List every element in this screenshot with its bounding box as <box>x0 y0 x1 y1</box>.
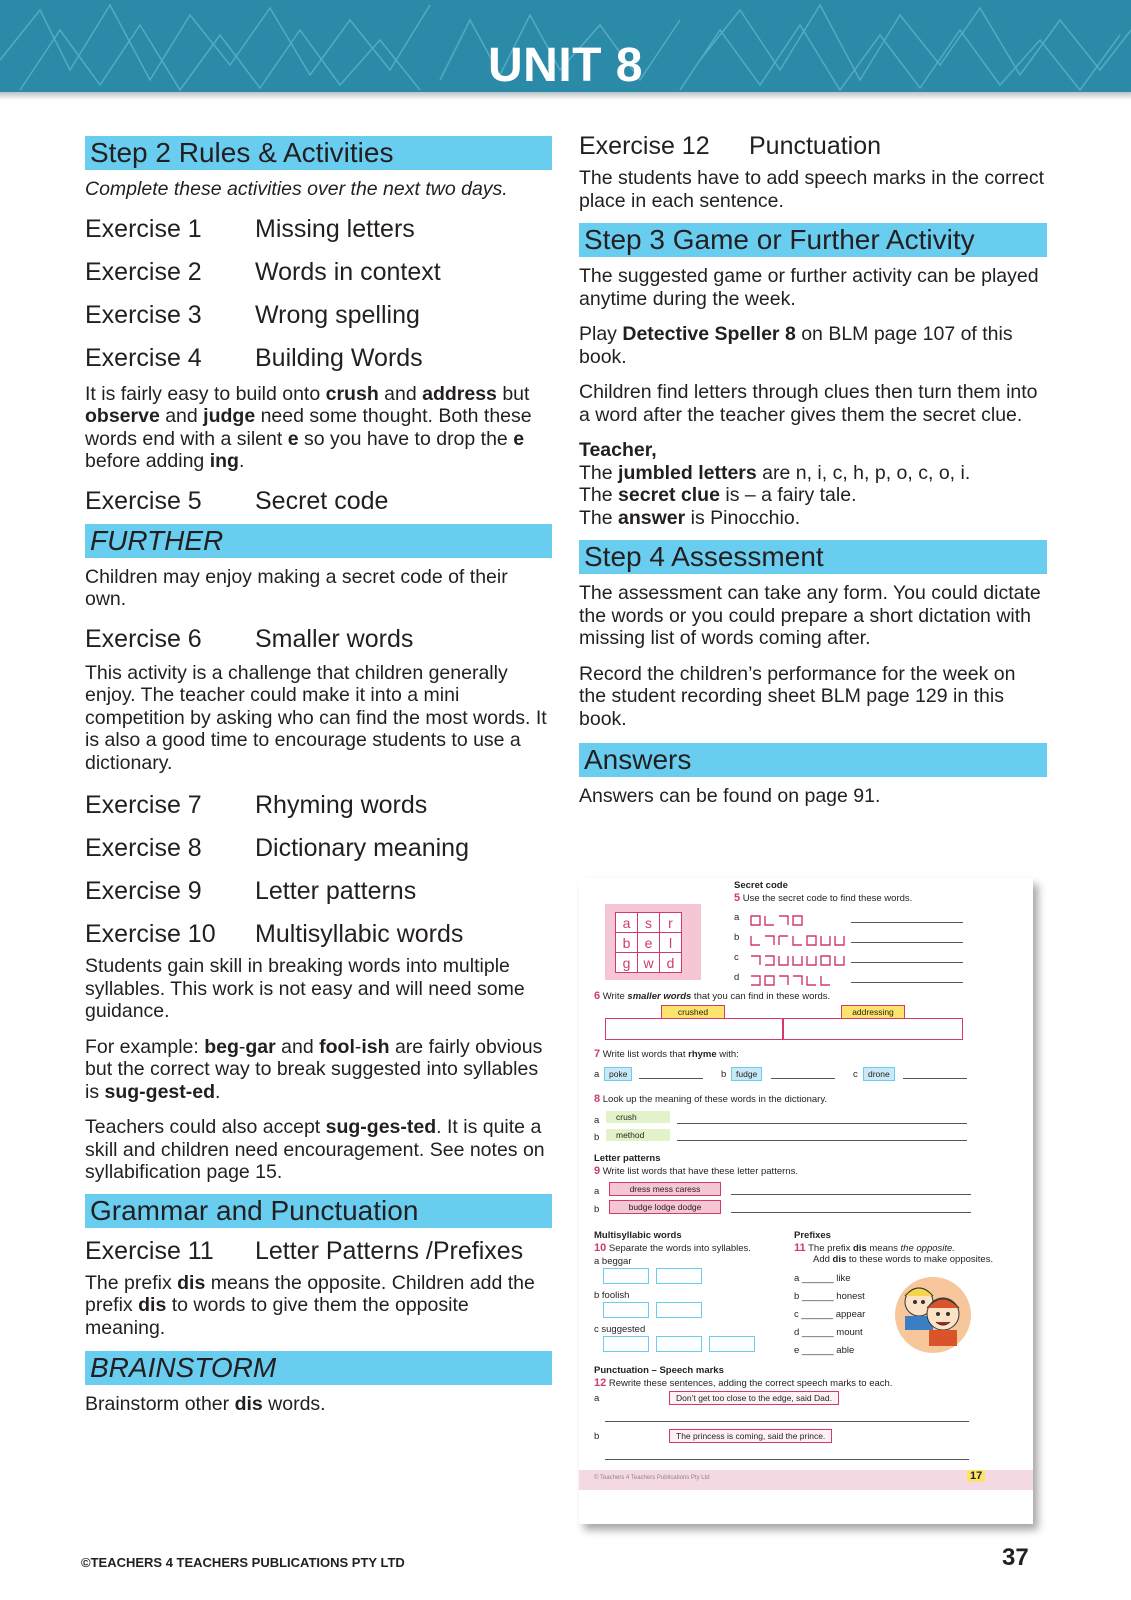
exercise-4 <box>85 343 552 373</box>
exercise-title: Wrong spelling <box>255 300 420 329</box>
exercise-9 <box>85 876 552 906</box>
word-label: dress mess caress <box>609 1182 721 1196</box>
answer-box <box>783 1018 963 1040</box>
exercise-title: Letter Patterns /Prefixes <box>255 1236 524 1265</box>
secret-code-symbols <box>749 912 869 992</box>
prefix-item: d ______ mount <box>794 1327 863 1338</box>
exercise-7 <box>85 790 552 820</box>
prefix-item: c ______ appear <box>794 1309 866 1320</box>
exercise-10-text-1: Students gain skill in breaking words into multiple syllables. This work is not easy and will need some guidance. <box>85 955 525 1022</box>
exercise-title: Dictionary meaning <box>255 834 469 862</box>
exercise-number: Exercise 4 <box>85 343 202 372</box>
question-8: 8 Look up the meaning of these words in the dictionary. <box>594 1093 828 1105</box>
step3-text-1: The suggested game or further activity can be played anytime during the week. <box>579 265 1039 310</box>
item-letter: a <box>594 1393 600 1404</box>
thumbnail-page-number: 17 <box>967 1470 985 1482</box>
brainstorm-heading: BRAINSTORM <box>85 1351 552 1385</box>
word-label: drone <box>863 1067 895 1081</box>
exercise-3 <box>85 300 552 330</box>
syllable-box <box>603 1268 649 1284</box>
exercise-number: Exercise 2 <box>85 257 202 286</box>
prefix-item: a ______ like <box>794 1273 851 1284</box>
question-6: 6 Write smaller words that you can find in these words. <box>594 990 831 1002</box>
code-row-c: c <box>734 952 739 963</box>
exercise-11 <box>85 1236 552 1266</box>
step2-heading: Step 2 Rules & Activities <box>85 136 552 170</box>
word-label: method <box>606 1129 670 1141</box>
item-letter: a <box>594 1186 600 1197</box>
syllable-box <box>656 1336 702 1352</box>
left-column <box>85 136 552 1429</box>
further-text: Children may enjoy making a secret code of their own. <box>85 565 508 610</box>
exercise-1 <box>85 214 552 244</box>
answer-line <box>677 1123 967 1124</box>
exercise-12 <box>579 131 1047 161</box>
grammar-heading: Grammar and Punctuation <box>85 1194 552 1228</box>
syllable-word: a beggar <box>594 1256 632 1267</box>
code-row-d: d <box>734 972 740 983</box>
exercise-number: Exercise 9 <box>85 877 202 905</box>
page-number: 37 <box>1002 1544 1029 1571</box>
code-row-a: a <box>734 912 740 923</box>
step3-heading: Step 3 Game or Further Activity <box>579 223 1047 257</box>
exercise-number: Exercise 3 <box>85 300 202 329</box>
exercise-8 <box>85 833 552 863</box>
word-label: poke <box>604 1067 632 1081</box>
answer-line <box>851 922 963 923</box>
answer-line <box>639 1078 703 1079</box>
answer-line <box>903 1078 967 1079</box>
unit-title: UNIT 8 <box>487 39 643 92</box>
question-12: 12 Rewrite these sentences, adding the correct speech marks to each. <box>594 1377 893 1389</box>
letter-patterns-heading: Letter patterns <box>594 1153 661 1164</box>
exercise-title: Rhyming words <box>255 791 428 819</box>
item-letter: b <box>594 1132 600 1143</box>
exercise-number: Exercise 11 <box>85 1236 214 1265</box>
exercise-10-text-2: For example: beg-gar and fool-ish are fairly obvious but the correct way to break suggested into syllables is sug-gest-ed. <box>85 1035 543 1103</box>
exercise-title: Building Words <box>255 343 423 372</box>
exercise-number: Exercise 8 <box>85 834 202 862</box>
sentence-label: The princess is coming, said the prince. <box>669 1429 832 1443</box>
further-heading: FURTHER <box>85 524 552 558</box>
sentence-label: Don’t get too close to the edge, said Dad. <box>669 1391 839 1405</box>
item-letter: b <box>594 1431 600 1442</box>
exercise-number: Exercise 1 <box>85 214 202 243</box>
question-11: 11 The prefix dis means the opposite. <box>794 1242 955 1254</box>
item-letter: a <box>594 1069 600 1080</box>
question-10: 10 Separate the words into syllables. <box>594 1242 751 1254</box>
answers-heading: Answers <box>579 743 1047 777</box>
punctuation-heading: Punctuation – Speech marks <box>594 1365 724 1376</box>
exercise-number: Exercise 6 <box>85 624 202 653</box>
prefix-item: b ______ honest <box>794 1291 865 1302</box>
exercise-number: Exercise 10 <box>85 920 216 948</box>
exercise-title: Letter patterns <box>255 877 417 905</box>
footer-copyright: ©TEACHERS 4 TEACHERS PUBLICATIONS PTY LTD <box>81 1555 405 1570</box>
unit-banner <box>0 0 1131 92</box>
exercise-4-text: It is fairly easy to build onto crush and address but observe and judge need some thought. Both these words end with a silent e so you have to drop the e before adding ing. <box>85 382 532 472</box>
exercise-title: Punctuation <box>749 132 882 160</box>
exercise-2 <box>85 257 552 287</box>
code-row-b: b <box>734 932 740 943</box>
prefix-item: e ______ able <box>794 1345 855 1356</box>
word-label: crushed <box>661 1005 725 1019</box>
exercise-number: Exercise 5 <box>85 486 202 515</box>
multisyllabic-heading: Multisyllabic words <box>594 1230 682 1241</box>
exercise-title: Missing letters <box>255 214 415 243</box>
syllable-box <box>709 1336 755 1352</box>
exercise-6 <box>85 624 552 654</box>
step3-text-3: Children find letters through clues then turn them into a word after the teacher gives them the secret clue. <box>579 381 1038 426</box>
exercise-12-text: The students have to add speech marks in the correct place in each sentence. <box>579 167 1045 212</box>
question-5: 5 Use the secret code to find these words. <box>734 892 913 904</box>
banner-shadow <box>0 92 1131 100</box>
exercise-title: Smaller words <box>255 624 414 653</box>
step4-text-2: Record the children’s performance for the week on the student recording sheet BLM page 129 in this book. <box>579 662 1016 730</box>
syllable-box <box>656 1302 702 1318</box>
word-label: fudge <box>731 1067 762 1081</box>
worksheet-thumbnail <box>579 878 1033 1524</box>
teacher-note: Teacher, The jumbled letters are n, i, c, h, p, o, c, o, i. The secret clue is – a fairy tale. The answer is Pinocchio. <box>579 439 971 529</box>
brainstorm-text: Brainstorm other dis words. <box>85 1393 326 1415</box>
word-label: crush <box>606 1111 670 1123</box>
word-label: addressing <box>841 1005 905 1019</box>
exercise-number: Exercise 12 <box>579 132 710 160</box>
syllable-word: b foolish <box>594 1290 630 1301</box>
answer-line <box>731 1212 971 1213</box>
question-9: 9 Write list words that have these letter patterns. <box>594 1165 798 1177</box>
item-letter: a <box>594 1115 600 1126</box>
answer-line <box>677 1140 967 1141</box>
right-column <box>579 131 1047 821</box>
answer-box <box>605 1018 783 1040</box>
syllable-box <box>656 1268 702 1284</box>
syllable-word: c suggested <box>594 1324 646 1335</box>
answer-line <box>771 1078 835 1079</box>
step4-text-1: The assessment can take any form. You could dictate the words or you could prepare a short dictation with missing list of words coming after. <box>579 582 1041 649</box>
question-7: 7 Write list words that rhyme with: <box>594 1048 739 1060</box>
item-letter: b <box>721 1069 727 1080</box>
answer-line <box>851 982 963 983</box>
answer-line <box>731 1194 971 1195</box>
answer-line <box>605 1421 969 1422</box>
exercise-5 <box>85 486 552 516</box>
exercise-6-text: This activity is a challenge that children generally enjoy. The teacher could make it into a mini competition by asking who can find the most words. It is also a good time to encourage students to use a dictionary. <box>85 661 547 774</box>
exercise-title: Multisyllabic words <box>255 920 464 948</box>
item-letter: c <box>853 1069 858 1080</box>
word-label: budge lodge dodge <box>609 1200 721 1214</box>
answer-line <box>851 962 963 963</box>
secret-code-heading: Secret code <box>734 880 788 891</box>
answer-line <box>851 942 963 943</box>
step4-heading: Step 4 Assessment <box>579 540 1047 574</box>
answers-text: Answers can be found on page 91. <box>579 785 881 807</box>
question-11-line-2: Add dis to these words to make opposites. <box>813 1254 994 1265</box>
exercise-number: Exercise 7 <box>85 791 202 819</box>
step2-intro: Complete these activities over the next two days. <box>85 178 508 200</box>
prefixes-heading: Prefixes <box>794 1230 831 1241</box>
exercise-title: Secret code <box>255 486 389 515</box>
thumbnail-copyright: © Teachers 4 Teachers Publications Pty Ltd <box>594 1475 710 1481</box>
syllable-box <box>603 1336 649 1352</box>
exercise-10 <box>85 919 552 949</box>
exercise-title: Words in context <box>255 257 441 286</box>
syllable-box <box>603 1302 649 1318</box>
step3-text-2: Play Detective Speller 8 on BLM page 107 of this book. <box>579 323 1013 368</box>
secret-code-grid: a s r b e l g w d <box>605 904 701 980</box>
children-illustration <box>891 1270 971 1356</box>
exercise-10-text-3: Teachers could also accept sug-ges-ted. It is quite a skill and children need encouragement. See notes on syllabification page 15. <box>85 1116 545 1183</box>
answer-line <box>605 1459 969 1460</box>
item-letter: b <box>594 1204 600 1215</box>
exercise-11-text: The prefix dis means the opposite. Children add the prefix dis to words to give them the opposite meaning. <box>85 1271 535 1339</box>
